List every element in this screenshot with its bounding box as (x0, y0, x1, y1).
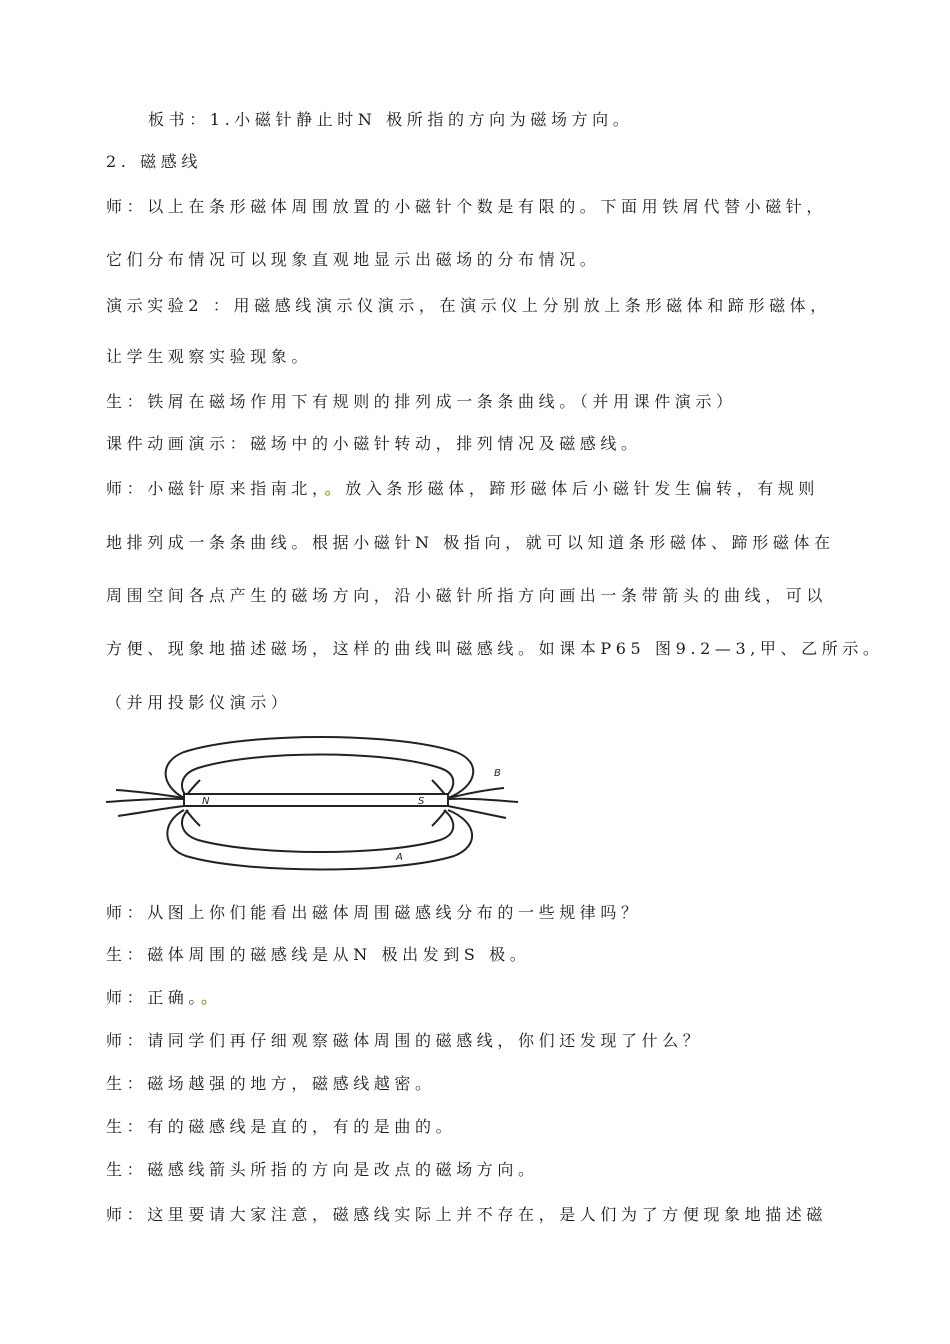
text-line: 地排列成一条条曲线。根据小磁针N 极指向，就可以知道条形磁体、蹄形磁体在 (106, 533, 835, 552)
dot-mark: 。 (324, 479, 346, 498)
text-line: 师：请同学们再仔细观察磁体周围的磁感线，你们还发现了什么？ (106, 1031, 704, 1050)
text-line: 演示实验2 ：用磁感线演示仪演示，在演示仪上分别放上条形磁体和蹄形磁体， (106, 296, 831, 315)
bar-magnet (184, 794, 448, 806)
text-line: 方便、现象地描述磁场，这样的曲线叫磁感线。如课本P65 图9.2—3,甲、乙所示。 (106, 639, 884, 658)
text-line-heading-2: 2. 磁感线 (106, 152, 202, 171)
text-segment: 师：正确。 (106, 988, 202, 1007)
label-point-b: B (494, 768, 501, 779)
text-segment: 放入条形磁体，蹄形磁体后小磁针发生偏转，有规则 (345, 479, 820, 498)
text-line: （并用投影仪演示） (106, 693, 292, 712)
text-line: 生：磁体周围的磁感线是从N 极出发到S 极。 (106, 945, 531, 964)
label-point-a: A (396, 852, 403, 863)
text-line: 让学生观察实验现象。 (106, 347, 313, 366)
text-line: 周围空间各点产生的磁场方向，沿小磁针所指方向画出一条带箭头的曲线，可以 (106, 586, 828, 605)
text-line: 生：铁屑在磁场作用下有规则的排列成一条条曲线。（并用课件演示） (106, 392, 737, 411)
text-line: 师：这里要请大家注意，磁感线实际上并不存在，是人们为了方便现象地描述磁 (106, 1205, 828, 1224)
field-line-lower-inner (182, 810, 453, 852)
text-line: 生：磁感线箭头所指的方向是改点的磁场方向。 (106, 1160, 539, 1179)
magnetic-field-figure (106, 732, 526, 872)
field-line-upper-outer (166, 737, 474, 798)
field-line-right-straight (448, 799, 518, 802)
field-line-short-sw (186, 810, 200, 826)
field-line-left-straight (106, 799, 184, 802)
field-line-upper-inner (182, 755, 453, 799)
label-n-pole: N (202, 796, 210, 807)
dot-mark: 。 (201, 988, 222, 1007)
text-line: 课件动画演示：磁场中的小磁针转动，排列情况及磁感线。 (106, 434, 642, 453)
text-line: 生：有的磁感线是直的，有的是曲的。 (106, 1117, 457, 1136)
field-line-right-down (448, 806, 506, 818)
text-line (106, 479, 819, 499)
text-line-blackboard: 板书：1.小磁针静止时N 极所指的方向为磁场方向。 (148, 110, 634, 129)
text-line: 它们分布情况可以现象直观地显示出磁场的分布情况。 (106, 250, 601, 269)
field-line-lower-outer (167, 810, 472, 870)
text-line (106, 988, 222, 1008)
bar-magnet-field-lines-svg (106, 732, 526, 872)
text-line: 生：磁场越强的地方，磁感线越密。 (106, 1074, 436, 1093)
label-s-pole: S (418, 796, 425, 807)
field-line-left-down (118, 806, 184, 816)
text-segment: 师：小磁针原来指南北， (106, 479, 325, 498)
text-line: 师：以上在条形磁体周围放置的小磁针个数是有限的。下面用铁屑代替小磁针， (106, 197, 828, 216)
field-line-short-se (432, 810, 446, 826)
text-line: 师：从图上你们能看出磁体周围磁感线分布的一些规律吗？ (106, 903, 642, 922)
